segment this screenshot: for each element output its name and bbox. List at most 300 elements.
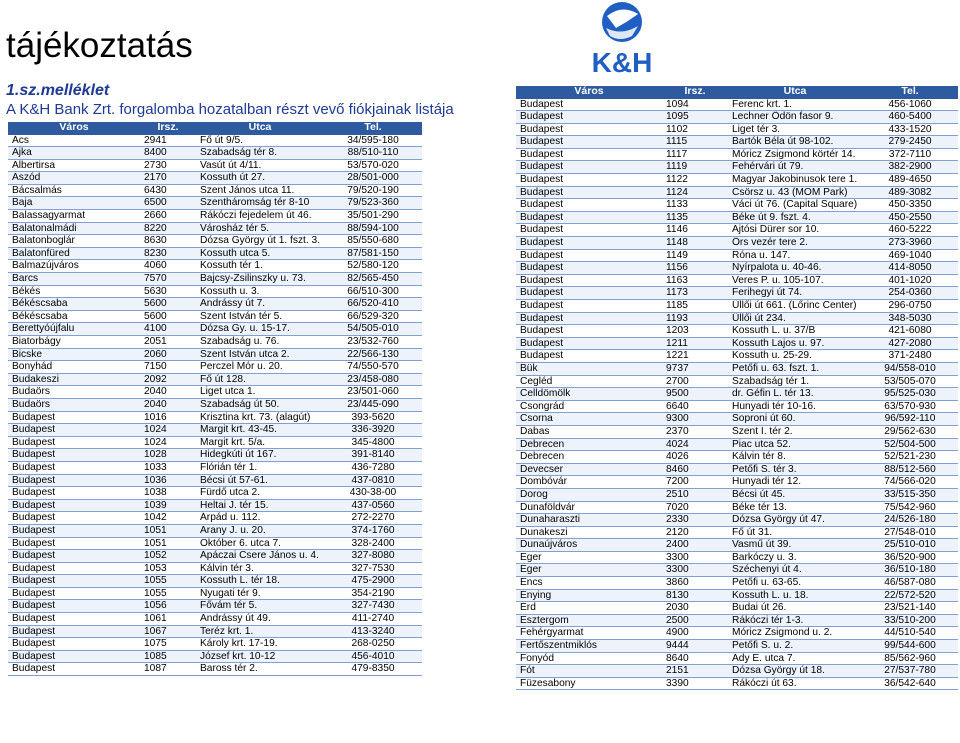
cell-street: Kossuth L. u. 18. xyxy=(728,589,862,602)
table-row xyxy=(8,575,422,588)
cell-tel: 79/520-190 xyxy=(324,184,422,197)
cell-street: Hunyadi tér 10-16. xyxy=(728,400,862,413)
branch-table-left xyxy=(8,122,422,676)
cell-city: Dunaföldvár xyxy=(516,501,662,514)
cell-tel: 450-2550 xyxy=(862,211,958,224)
cell-tel: 460-5222 xyxy=(862,224,958,237)
table-row xyxy=(8,135,422,147)
cell-city: Budapest xyxy=(516,161,662,174)
cell-tel: 354-2190 xyxy=(324,587,422,600)
cell-tel: 36/510-180 xyxy=(862,564,958,577)
cell-tel: 296-0750 xyxy=(862,300,958,313)
cell-city: Budapest xyxy=(8,550,140,563)
table-row xyxy=(8,260,422,273)
table-row xyxy=(516,287,958,300)
cell-zip: 1102 xyxy=(662,123,728,136)
col-city: Város xyxy=(8,122,140,135)
cell-zip: 1042 xyxy=(140,512,196,525)
cell-zip: 2170 xyxy=(140,172,196,185)
cell-zip: 1067 xyxy=(140,625,196,638)
cell-tel: 28/501-000 xyxy=(324,172,422,185)
cell-zip: 1039 xyxy=(140,499,196,512)
cell-zip: 9500 xyxy=(662,388,728,401)
cell-zip: 7020 xyxy=(662,501,728,514)
cell-street: Barkóczy u. 3. xyxy=(728,551,862,564)
cell-street: dr. Géfin L. tér 13. xyxy=(728,388,862,401)
cell-zip: 4900 xyxy=(662,627,728,640)
cell-zip: 1163 xyxy=(662,274,728,287)
cell-city: Budapest xyxy=(516,224,662,237)
cell-city: Biatorbágy xyxy=(8,336,140,349)
cell-tel: 53/570-020 xyxy=(324,159,422,172)
cell-zip: 3860 xyxy=(662,577,728,590)
cell-zip: 8460 xyxy=(662,463,728,476)
cell-city: Érd xyxy=(516,602,662,615)
cell-street: Teréz krt. 1. xyxy=(196,625,324,638)
cell-street: Szabadság u. 76. xyxy=(196,336,324,349)
cell-tel: 23/521-140 xyxy=(862,602,958,615)
cell-zip: 1115 xyxy=(662,136,728,149)
cell-city: Ács xyxy=(8,135,140,147)
cell-tel: 36/520-900 xyxy=(862,551,958,564)
cell-tel: 279-2450 xyxy=(862,136,958,149)
cell-zip: 4060 xyxy=(140,260,196,273)
cell-tel: 401-1020 xyxy=(862,274,958,287)
cell-city: Balatonboglár xyxy=(8,235,140,248)
cell-city: Budapest xyxy=(8,663,140,676)
cell-city: Cegléd xyxy=(516,375,662,388)
table-row xyxy=(8,512,422,525)
cell-tel: 79/523-360 xyxy=(324,197,422,210)
cell-tel: 74/566-020 xyxy=(862,476,958,489)
table-row xyxy=(8,184,422,197)
cell-city: Budapest xyxy=(8,449,140,462)
cell-tel: 371-2480 xyxy=(862,350,958,363)
cell-tel: 52/521-230 xyxy=(862,451,958,464)
table-row xyxy=(8,197,422,210)
cell-street: Szent István utca 2. xyxy=(196,348,324,361)
cell-tel: 44/510-540 xyxy=(862,627,958,640)
cell-tel: 427-2080 xyxy=(862,337,958,350)
cell-tel: 94/558-010 xyxy=(862,362,958,375)
cell-street: Béke tér 13. xyxy=(728,501,862,514)
table-row xyxy=(8,499,422,512)
table-row xyxy=(516,337,958,350)
table-row xyxy=(8,147,422,160)
cell-tel: 75/542-960 xyxy=(862,501,958,514)
cell-street: Ferenc krt. 1. xyxy=(728,99,862,111)
cell-zip: 6430 xyxy=(140,184,196,197)
cell-city: Budapest xyxy=(8,524,140,537)
cell-zip: 2730 xyxy=(140,159,196,172)
table-row xyxy=(516,451,958,464)
cell-zip: 2700 xyxy=(662,375,728,388)
cell-zip: 4026 xyxy=(662,451,728,464)
cell-tel: 85/562-960 xyxy=(862,652,958,665)
cell-zip: 5600 xyxy=(140,310,196,323)
col-zip: Irsz. xyxy=(662,86,728,99)
cell-zip: 2040 xyxy=(140,398,196,411)
cell-zip: 8130 xyxy=(662,589,728,602)
cell-tel: 254-0360 xyxy=(862,287,958,300)
cell-city: Bonyhád xyxy=(8,361,140,374)
cell-city: Budapest xyxy=(8,461,140,474)
cell-zip: 1117 xyxy=(662,148,728,161)
cell-city: Budapest xyxy=(8,625,140,638)
cell-street: Bartók Béla út 98-102. xyxy=(728,136,862,149)
cell-tel: 393-5620 xyxy=(324,411,422,424)
table-row xyxy=(516,186,958,199)
cell-city: Baja xyxy=(8,197,140,210)
cell-tel: 479-8350 xyxy=(324,663,422,676)
cell-city: Budapest xyxy=(8,562,140,575)
cell-street: Krisztina krt. 73. (alagút) xyxy=(196,411,324,424)
table-row xyxy=(516,413,958,426)
cell-tel: 24/526-180 xyxy=(862,514,958,527)
cell-tel: 88/512-560 xyxy=(862,463,958,476)
table-row xyxy=(8,298,422,311)
cell-city: Dorog xyxy=(516,488,662,501)
page-title: tájékoztatás xyxy=(6,26,193,65)
cell-city: Devecser xyxy=(516,463,662,476)
cell-city: Budapest xyxy=(8,600,140,613)
cell-tel: 52/504-500 xyxy=(862,438,958,451)
branch-table-right xyxy=(516,86,958,690)
cell-zip: 1156 xyxy=(662,262,728,275)
cell-zip: 1211 xyxy=(662,337,728,350)
cell-street: Margit krt. 5/a. xyxy=(196,436,324,449)
cell-city: Budapest xyxy=(516,337,662,350)
cell-city: Budapest xyxy=(516,350,662,363)
cell-zip: 8640 xyxy=(662,652,728,665)
cell-tel: 421-6080 xyxy=(862,325,958,338)
cell-street: Kossuth Lajos u. 97. xyxy=(728,337,862,350)
cell-tel: 414-8050 xyxy=(862,262,958,275)
table-row xyxy=(516,514,958,527)
table-row xyxy=(516,211,958,224)
cell-street: Ferihegyi út 74. xyxy=(728,287,862,300)
cell-zip: 8400 xyxy=(140,147,196,160)
table-row xyxy=(516,174,958,187)
cell-street: Október 6. utca 7. xyxy=(196,537,324,550)
table-row xyxy=(516,501,958,514)
cell-street: Csörsz u. 43 (MOM Park) xyxy=(728,186,862,199)
cell-tel: 413-3240 xyxy=(324,625,422,638)
table-row xyxy=(516,577,958,590)
cell-street: Hidegkúti út 167. xyxy=(196,449,324,462)
cell-zip: 1053 xyxy=(140,562,196,575)
kh-logo xyxy=(572,0,672,80)
cell-tel: 23/445-090 xyxy=(324,398,422,411)
col-tel: Tel. xyxy=(862,86,958,99)
cell-tel: 489-3082 xyxy=(862,186,958,199)
table-row xyxy=(516,614,958,627)
cell-street: Ajtósi Dürer sor 10. xyxy=(728,224,862,237)
cell-city: Budapest xyxy=(516,148,662,161)
cell-zip: 2660 xyxy=(140,210,196,223)
cell-zip: 3390 xyxy=(662,677,728,690)
table-row xyxy=(8,172,422,185)
table-row xyxy=(516,400,958,413)
cell-street: Andrássy út 49. xyxy=(196,613,324,626)
cell-tel: 345-4800 xyxy=(324,436,422,449)
cell-city: Balatonfüred xyxy=(8,247,140,260)
cell-city: Dunakeszi xyxy=(516,526,662,539)
cell-street: Kálvin tér 8. xyxy=(728,451,862,464)
cell-street: Arany J. u. 20. xyxy=(196,524,324,537)
cell-tel: 96/592-110 xyxy=(862,413,958,426)
cell-zip: 1085 xyxy=(140,650,196,663)
cell-street: József krt. 10-12 xyxy=(196,650,324,663)
cell-city: Fonyód xyxy=(516,652,662,665)
table-row xyxy=(8,386,422,399)
table-row xyxy=(516,199,958,212)
cell-city: Budapest xyxy=(516,199,662,212)
cell-zip: 1193 xyxy=(662,312,728,325)
cell-tel: 327-7530 xyxy=(324,562,422,575)
cell-city: Debrecen xyxy=(516,438,662,451)
list-description: A K&H Bank Zrt. forgalomba hozatalban részt vevő fiókjainak listája xyxy=(6,101,454,118)
table-row xyxy=(516,463,958,476)
table-row xyxy=(516,526,958,539)
cell-tel: 382-2900 xyxy=(862,161,958,174)
cell-zip: 2330 xyxy=(662,514,728,527)
cell-street: Bajcsy-Zsilinszky u. 73. xyxy=(196,273,324,286)
table-row xyxy=(8,436,422,449)
cell-city: Csongrád xyxy=(516,400,662,413)
table-row xyxy=(8,524,422,537)
cell-zip: 5630 xyxy=(140,285,196,298)
cell-city: Budapest xyxy=(8,650,140,663)
cell-city: Budapest xyxy=(8,512,140,525)
cell-city: Budapest xyxy=(516,111,662,124)
cell-street: Fürdő utca 2. xyxy=(196,487,324,500)
cell-street: Kossuth tér 1. xyxy=(196,260,324,273)
cell-tel: 437-0810 xyxy=(324,474,422,487)
cell-street: Kossuth L. u. 37/B xyxy=(728,325,862,338)
cell-tel: 22/572-520 xyxy=(862,589,958,602)
table-row xyxy=(516,564,958,577)
cell-tel: 456-1060 xyxy=(862,99,958,111)
table-row xyxy=(8,587,422,600)
table-row xyxy=(516,539,958,552)
cell-zip: 1133 xyxy=(662,199,728,212)
cell-tel: 46/587-080 xyxy=(862,577,958,590)
cell-city: Budapest xyxy=(516,312,662,325)
table-row xyxy=(516,665,958,678)
cell-tel: 489-4650 xyxy=(862,174,958,187)
cell-city: Albertirsa xyxy=(8,159,140,172)
cell-tel: 25/510-010 xyxy=(862,539,958,552)
cell-city: Budapest xyxy=(516,186,662,199)
cell-street: Bécsi út 57-61. xyxy=(196,474,324,487)
cell-city: Balmazújváros xyxy=(8,260,140,273)
cell-tel: 88/594-100 xyxy=(324,222,422,235)
table-row xyxy=(8,625,422,638)
cell-city: Békéscsaba xyxy=(8,298,140,311)
table-row xyxy=(516,249,958,262)
table-row xyxy=(516,375,958,388)
cell-tel: 268-0250 xyxy=(324,638,422,651)
cell-zip: 1221 xyxy=(662,350,728,363)
cell-city: Budapest xyxy=(8,424,140,437)
cell-city: Budapest xyxy=(8,499,140,512)
cell-tel: 23/458-080 xyxy=(324,373,422,386)
cell-street: Örs vezér tere 2. xyxy=(728,237,862,250)
cell-zip: 6500 xyxy=(140,197,196,210)
cell-street: Apáczai Csere János u. 4. xyxy=(196,550,324,563)
cell-city: Ajka xyxy=(8,147,140,160)
cell-tel: 74/550-570 xyxy=(324,361,422,374)
cell-city: Budapest xyxy=(516,262,662,275)
cell-street: Rákóczi fejedelem út 46. xyxy=(196,210,324,223)
cell-street: Nyugati tér 9. xyxy=(196,587,324,600)
cell-city: Barcs xyxy=(8,273,140,286)
cell-street: Soproni út 60. xyxy=(728,413,862,426)
cell-street: Baross tér 2. xyxy=(196,663,324,676)
cell-tel: 372-7110 xyxy=(862,148,958,161)
cell-tel: 430-38-00 xyxy=(324,487,422,500)
cell-zip: 1036 xyxy=(140,474,196,487)
col-street: Utca xyxy=(728,86,862,99)
cell-zip: 2151 xyxy=(662,665,728,678)
cell-city: Aszód xyxy=(8,172,140,185)
table-row xyxy=(516,300,958,313)
table-row xyxy=(8,537,422,550)
cell-city: Bácsalmás xyxy=(8,184,140,197)
cell-zip: 1051 xyxy=(140,537,196,550)
svg-text:K&H: K&H xyxy=(591,47,653,78)
cell-zip: 1056 xyxy=(140,600,196,613)
cell-tel: 63/570-930 xyxy=(862,400,958,413)
cell-street: Szabadság út 50. xyxy=(196,398,324,411)
table-row xyxy=(8,159,422,172)
cell-tel: 85/550-680 xyxy=(324,235,422,248)
cell-city: Budapest xyxy=(516,249,662,262)
table-row xyxy=(516,148,958,161)
cell-street: Flórián tér 1. xyxy=(196,461,324,474)
cell-street: Fő út 128. xyxy=(196,373,324,386)
cell-city: Dunaharaszti xyxy=(516,514,662,527)
table-row xyxy=(8,663,422,676)
cell-city: Encs xyxy=(516,577,662,590)
table-row xyxy=(516,123,958,136)
cell-street: Bécsi út 45. xyxy=(728,488,862,501)
cell-zip: 1075 xyxy=(140,638,196,651)
cell-zip: 2400 xyxy=(662,539,728,552)
cell-street: Fővám tér 5. xyxy=(196,600,324,613)
table-row xyxy=(516,325,958,338)
table-row xyxy=(8,411,422,424)
table-row xyxy=(8,487,422,500)
cell-tel: 450-3350 xyxy=(862,199,958,212)
cell-street: Budai út 26. xyxy=(728,602,862,615)
cell-tel: 33/510-200 xyxy=(862,614,958,627)
cell-zip: 8630 xyxy=(140,235,196,248)
table-row xyxy=(516,237,958,250)
cell-tel: 27/548-010 xyxy=(862,526,958,539)
cell-tel: 460-5400 xyxy=(862,111,958,124)
table-row xyxy=(8,373,422,386)
cell-tel: 35/501-290 xyxy=(324,210,422,223)
cell-street: Liget utca 1. xyxy=(196,386,324,399)
cell-street: Andrássy út 7. xyxy=(196,298,324,311)
cell-street: Dózsa Gy. u. 15-17. xyxy=(196,323,324,336)
cell-zip: 1038 xyxy=(140,487,196,500)
table-row xyxy=(8,424,422,437)
cell-tel: 336-3920 xyxy=(324,424,422,437)
cell-city: Budapest xyxy=(8,575,140,588)
table-row xyxy=(516,111,958,124)
cell-zip: 2120 xyxy=(662,526,728,539)
table-row xyxy=(516,677,958,690)
cell-tel: 27/537-780 xyxy=(862,665,958,678)
cell-street: Üllői út 661. (Lőrinc Center) xyxy=(728,300,862,313)
cell-street: Béke út 9. fszt. 4. xyxy=(728,211,862,224)
cell-zip: 1061 xyxy=(140,613,196,626)
table-row xyxy=(516,262,958,275)
cell-tel: 34/595-180 xyxy=(324,135,422,147)
cell-street: Móricz Zsigmond körtér 14. xyxy=(728,148,862,161)
cell-zip: 1051 xyxy=(140,524,196,537)
cell-street: Rákóczi út 63. xyxy=(728,677,862,690)
cell-city: Fertőszentmiklós xyxy=(516,640,662,653)
cell-tel: 374-1760 xyxy=(324,524,422,537)
cell-tel: 273-3960 xyxy=(862,237,958,250)
table-row xyxy=(516,640,958,653)
table-row xyxy=(8,461,422,474)
cell-street: Margit krt. 43-45. xyxy=(196,424,324,437)
cell-city: Budapest xyxy=(516,237,662,250)
cell-street: Váci út 76. (Capital Square) xyxy=(728,199,862,212)
cell-zip: 1185 xyxy=(662,300,728,313)
cell-zip: 1095 xyxy=(662,111,728,124)
cell-tel: 23/501-060 xyxy=(324,386,422,399)
cell-tel: 54/505-010 xyxy=(324,323,422,336)
cell-street: Városház tér 5. xyxy=(196,222,324,235)
cell-tel: 66/510-300 xyxy=(324,285,422,298)
cell-city: Budapest xyxy=(8,487,140,500)
cell-tel: 88/510-110 xyxy=(324,147,422,160)
cell-street: Szentháromság tér 8-10 xyxy=(196,197,324,210)
cell-tel: 327-8080 xyxy=(324,550,422,563)
table-row xyxy=(8,210,422,223)
cell-zip: 1122 xyxy=(662,174,728,187)
cell-city: Budapest xyxy=(8,537,140,550)
cell-street: Szent István tér 5. xyxy=(196,310,324,323)
cell-city: Budapest xyxy=(8,411,140,424)
cell-zip: 2510 xyxy=(662,488,728,501)
cell-zip: 3300 xyxy=(662,564,728,577)
cell-city: Fót xyxy=(516,665,662,678)
cell-zip: 1055 xyxy=(140,587,196,600)
cell-city: Budaörs xyxy=(8,398,140,411)
cell-zip: 2941 xyxy=(140,135,196,147)
cell-street: Kossuth L. tér 18. xyxy=(196,575,324,588)
cell-tel: 53/505-070 xyxy=(862,375,958,388)
cell-zip: 2051 xyxy=(140,336,196,349)
table-row xyxy=(516,425,958,438)
cell-street: Petőfi u. 63-65. xyxy=(728,577,862,590)
cell-street: Üllői út 234. xyxy=(728,312,862,325)
table-row xyxy=(8,323,422,336)
cell-tel: 327-7430 xyxy=(324,600,422,613)
cell-street: Hunyadi tér 12. xyxy=(728,476,862,489)
cell-tel: 436-7280 xyxy=(324,461,422,474)
cell-zip: 6640 xyxy=(662,400,728,413)
cell-street: Lechner Ödön fasor 9. xyxy=(728,111,862,124)
table-row xyxy=(8,247,422,260)
